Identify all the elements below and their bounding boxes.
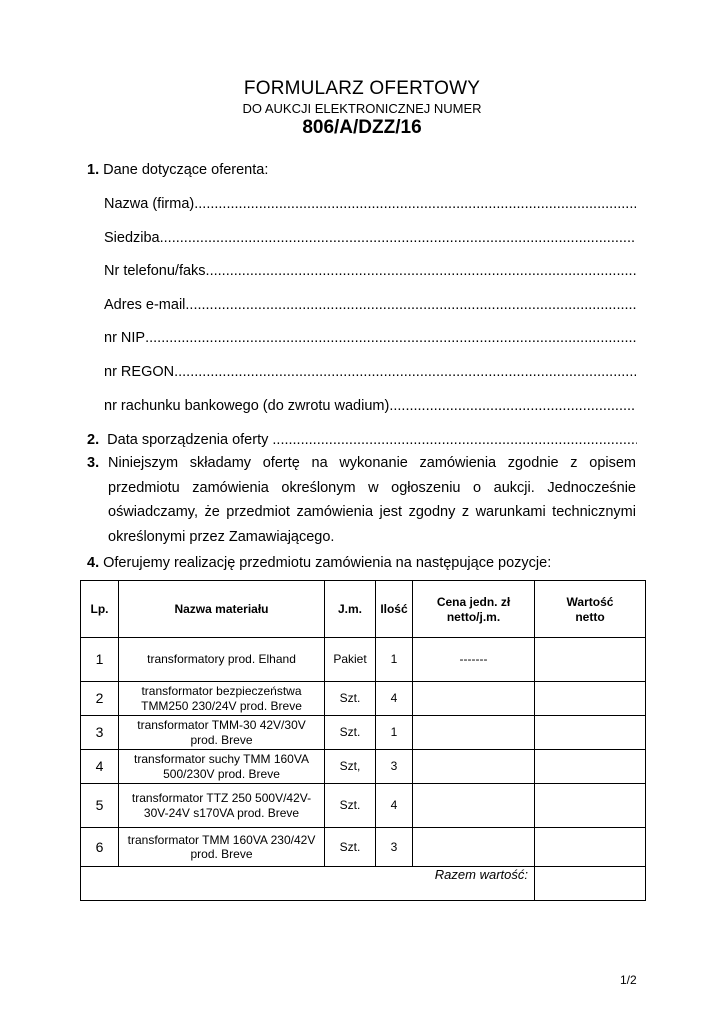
row-unit: Szt.	[325, 716, 376, 750]
fill-line	[272, 432, 637, 448]
header-price: Cena jedn. zł netto/j.m.	[413, 581, 535, 638]
row-price[interactable]: -------	[413, 638, 535, 682]
row-name: transformatory prod. Elhand	[119, 638, 325, 682]
row-unit: Szt,	[325, 750, 376, 784]
section-4-number: 4.	[87, 555, 100, 571]
row-value[interactable]	[535, 828, 646, 867]
form-title: FORMULARZ OFERTOWY	[243, 78, 481, 99]
section-3-line: Niniejszym składamy ofertę na wykonanie zamówienia zgodnie z opisem	[108, 455, 636, 471]
fill-line	[174, 364, 636, 380]
fill-line	[389, 398, 636, 414]
row-value[interactable]	[535, 784, 646, 828]
row-qty: 1	[376, 716, 413, 750]
row-value[interactable]	[535, 638, 646, 682]
field-nip[interactable]	[104, 330, 636, 346]
field-bank-account[interactable]	[104, 398, 636, 414]
table-row	[81, 638, 646, 682]
section-1-title: Dane dotyczące oferenta:	[103, 162, 269, 178]
field-label: Data sporządzenia oferty	[107, 432, 269, 448]
fill-line	[160, 230, 636, 246]
row-name: transformator TTZ 250 500V/42V- 30V-24V s170VA prod. Breve	[119, 784, 325, 828]
row-qty: 4	[376, 682, 413, 716]
field-label: Siedziba	[104, 230, 160, 246]
section-3-line: oświadczamy, że przedmiot zamówienia jest zgodny z warunkami technicznymi	[108, 504, 636, 520]
table-row	[81, 716, 646, 750]
section-1-number: 1.	[87, 162, 100, 178]
field-offer-date[interactable]	[87, 432, 637, 448]
row-value[interactable]	[535, 716, 646, 750]
row-name: transformator suchy TMM 160VA 500/230V prod. Breve	[119, 750, 325, 784]
total-value[interactable]	[535, 867, 646, 901]
row-lp: 5	[81, 784, 119, 828]
fill-line	[185, 297, 636, 313]
field-address[interactable]	[104, 230, 636, 246]
row-unit: Szt.	[325, 828, 376, 867]
field-label: Nr telefonu/faks.	[104, 263, 210, 279]
fill-line	[210, 263, 636, 279]
section-4-title: Oferujemy realizację przedmiotu zamówienia na następujące pozycje:	[103, 555, 552, 571]
section-3-number: 3.	[87, 455, 100, 471]
section-1-heading	[87, 162, 268, 178]
row-name: transformator bezpieczeństwa TMM250 230/24V prod. Breve	[119, 682, 325, 716]
row-lp: 4	[81, 750, 119, 784]
header-qty: Ilość	[376, 581, 413, 638]
table-row	[81, 750, 646, 784]
fill-line	[194, 196, 636, 212]
row-name: transformator TMM 160VA 230/42V prod. Breve	[119, 828, 325, 867]
section-2-number: 2.	[87, 432, 100, 448]
row-value[interactable]	[535, 682, 646, 716]
field-label: nr rachunku bankowego (do zwrotu wadium)	[104, 398, 390, 414]
row-qty: 3	[376, 828, 413, 867]
items-table	[80, 580, 646, 901]
section-3-line: określonymi przez Zamawiającego.	[108, 528, 335, 545]
row-lp: 2	[81, 682, 119, 716]
row-price[interactable]	[413, 750, 535, 784]
auction-number: 806/A/DZZ/16	[302, 117, 422, 138]
page-number: 1/2	[620, 973, 637, 987]
section-3-line: przedmiotu zamówienia określonym w ogłoszeniu o aukcji. Jednocześnie	[108, 479, 636, 496]
row-unit: Szt.	[325, 784, 376, 828]
field-label: nr NIP	[104, 330, 146, 346]
field-phone-fax[interactable]	[104, 263, 636, 279]
header-name: Nazwa materiału	[119, 581, 325, 638]
row-lp: 3	[81, 716, 119, 750]
field-label: nr REGON	[104, 364, 175, 380]
row-qty: 1	[376, 638, 413, 682]
section-3-text	[108, 451, 636, 549]
header-unit: J.m.	[325, 581, 376, 638]
table-total-row	[81, 867, 646, 901]
row-lp: 6	[81, 828, 119, 867]
header-lp: Lp.	[81, 581, 119, 638]
field-company-name[interactable]	[104, 196, 636, 212]
total-label: Razem wartość:	[81, 867, 535, 901]
row-unit: Szt.	[325, 682, 376, 716]
row-lp: 1	[81, 638, 119, 682]
table-row	[81, 784, 646, 828]
row-price[interactable]	[413, 682, 535, 716]
row-qty: 3	[376, 750, 413, 784]
row-value[interactable]	[535, 750, 646, 784]
row-qty: 4	[376, 784, 413, 828]
section-4-heading	[87, 555, 551, 571]
row-price[interactable]	[413, 784, 535, 828]
form-subtitle: DO AUKCJI ELEKTRONICZNEJ NUMER	[242, 101, 482, 116]
table-row	[81, 682, 646, 716]
field-regon[interactable]	[104, 364, 636, 380]
row-price[interactable]	[413, 828, 535, 867]
row-price[interactable]	[413, 716, 535, 750]
header-value: Wartość netto	[535, 581, 646, 638]
fill-line	[145, 330, 636, 346]
field-label: Nazwa (firma)	[104, 196, 195, 212]
field-label: Adres e-mail	[104, 297, 186, 313]
row-unit: Pakiet	[325, 638, 376, 682]
field-email[interactable]	[104, 297, 636, 313]
table-header-row	[81, 581, 646, 638]
row-name: transformator TMM-30 42V/30V prod. Breve	[119, 716, 325, 750]
table-row	[81, 828, 646, 867]
